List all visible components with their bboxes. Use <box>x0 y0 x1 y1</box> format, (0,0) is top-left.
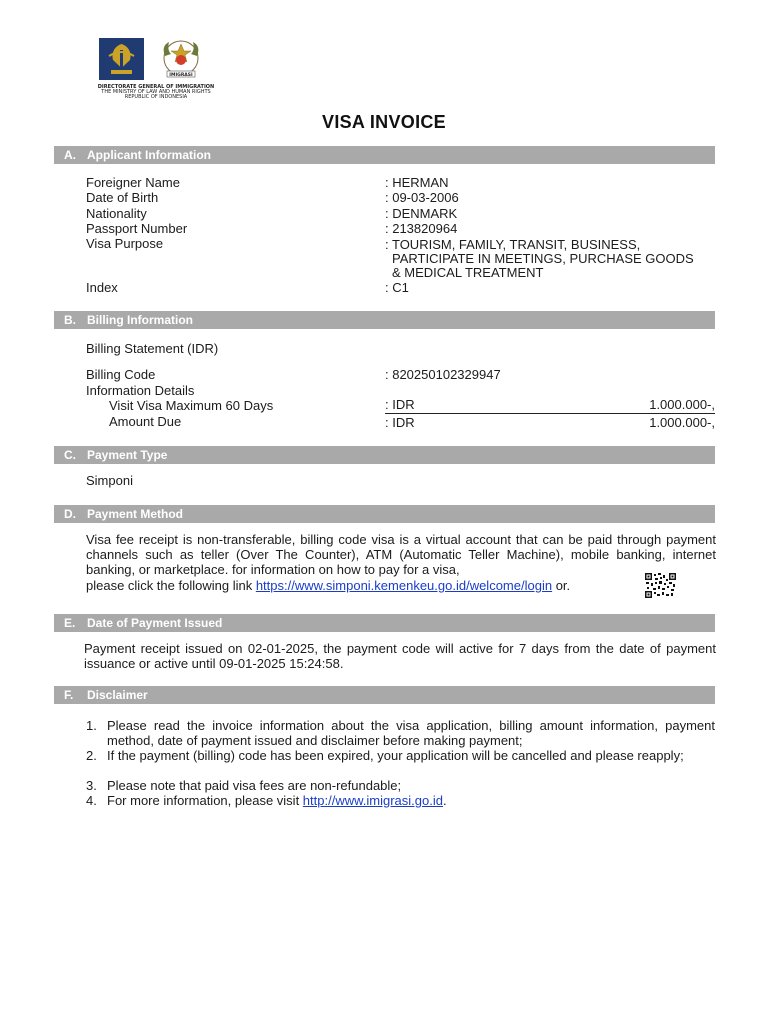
payment-method-link-prefix: please click the following link <box>86 578 256 593</box>
caption-line-2: THE MINISTRY OF LAW AND HUMAN RIGHTS <box>101 89 211 95</box>
section-a-title: Applicant Information <box>87 148 211 162</box>
disclaimer-text-2: If the payment (billing) code has been expired, your application will be cancelled and please reapply; <box>107 748 684 763</box>
section-f-title: Disclaimer <box>87 688 148 702</box>
nationality-value: : DENMARK <box>385 206 458 221</box>
payment-method-text: Visa fee receipt is non-transferable, billing code visa is a virtual account that can be paid through payment channels such as teller (Over The Counter), ATM (Automatic Teller Machine), mobile banking, internet banking, or marketplace. for information on how to pay for a visa, <box>86 532 716 577</box>
section-d-letter: D. <box>64 507 76 521</box>
information-details-label: Information Details <box>86 383 195 398</box>
billing-code-label: Billing Code <box>86 367 156 382</box>
disclaimer-4-prefix: For more information, please visit <box>107 793 303 808</box>
amount-due-label: Amount Due <box>109 414 182 429</box>
billing-statement: Billing Statement (IDR) <box>86 341 219 356</box>
section-c-title: Payment Type <box>87 448 168 462</box>
disclaimer-number-1: 1. <box>86 718 97 733</box>
section-f-header <box>54 686 715 704</box>
amount-due-value: 1.000.000-, <box>649 415 715 430</box>
payment-method-link-suffix: or. <box>552 578 571 593</box>
amount-divider <box>385 413 715 414</box>
seal-text: IMIGRASI <box>169 73 193 78</box>
visit-visa-currency: : IDR <box>385 397 415 412</box>
passport-label: Passport Number <box>86 221 188 236</box>
section-c-header <box>54 446 715 464</box>
caption-line-3: REPUBLIC OF INDONESIA <box>124 94 188 100</box>
passport-value: : 213820964 <box>385 221 458 236</box>
amount-due-currency: : IDR <box>385 415 415 430</box>
section-a-letter: A. <box>64 148 76 162</box>
dob-value: : 09-03-2006 <box>385 190 459 205</box>
qr-code-icon[interactable] <box>645 573 676 598</box>
disclaimer-number-2: 2. <box>86 748 97 763</box>
section-d-header <box>54 505 715 523</box>
nationality-label: Nationality <box>86 206 147 221</box>
imigrasi-link[interactable]: http://www.imigrasi.go.id <box>302 793 443 808</box>
section-e-letter: E. <box>64 616 76 630</box>
section-b-title: Billing Information <box>87 313 193 327</box>
disclaimer-4-suffix: . <box>442 793 447 808</box>
payment-issued-text: Payment receipt issued on 02-01-2025, the payment code will active for 7 days from the date of payment issuance or active until 09-01-2025 15:24:58. <box>84 641 716 671</box>
visa-purpose-line-1: : TOURISM, FAMILY, TRANSIT, BUSINESS, <box>385 237 641 252</box>
section-b-header <box>54 311 715 329</box>
section-c-letter: C. <box>64 448 76 462</box>
section-e-header <box>54 614 715 632</box>
ministry-emblem-icon <box>99 38 144 80</box>
agency-caption <box>86 85 226 100</box>
disclaimer-number-3: 3. <box>86 778 97 793</box>
simponi-link[interactable]: https://www.simponi.kemenkeu.go.id/welcome/login <box>255 578 553 593</box>
caption-line-1: DIRECTORATE GENERAL OF IMMIGRATION <box>97 84 215 90</box>
page-title: VISA INVOICE <box>322 112 446 132</box>
index-value: : C1 <box>385 280 409 295</box>
foreigner-name-value: : HERMAN <box>385 175 449 190</box>
index-label: Index <box>86 280 118 295</box>
visa-purpose-label: Visa Purpose <box>86 236 164 251</box>
section-f-letter: F. <box>64 688 74 702</box>
section-a-header <box>54 146 715 164</box>
section-d-title: Payment Method <box>87 507 184 521</box>
billing-code-value: : 820250102329947 <box>385 367 501 382</box>
dob-label: Date of Birth <box>86 190 159 205</box>
payment-method-link-line <box>86 578 570 593</box>
section-e-title: Date of Payment Issued <box>87 616 223 630</box>
payment-type-value: Simponi <box>86 473 133 488</box>
visit-visa-value: 1.000.000-, <box>649 397 715 412</box>
section-b-letter: B. <box>64 313 76 327</box>
immigration-seal-icon <box>157 36 205 82</box>
disclaimer-text-4 <box>107 793 715 808</box>
visa-purpose-line-2: PARTICIPATE IN MEETINGS, PURCHASE GOODS <box>392 251 694 266</box>
visa-purpose-line-3: & MEDICAL TREATMENT <box>392 265 544 280</box>
disclaimer-number-4: 4. <box>86 793 97 808</box>
foreigner-name-label: Foreigner Name <box>86 175 180 190</box>
disclaimer-text-1: Please read the invoice information about the visa application, billing amount information, payment method, date of payment issued and disclaimer before making payment; <box>107 718 715 748</box>
visit-visa-label: Visit Visa Maximum 60 Days <box>109 398 274 413</box>
disclaimer-text-3: Please note that paid visa fees are non-refundable; <box>107 778 402 793</box>
